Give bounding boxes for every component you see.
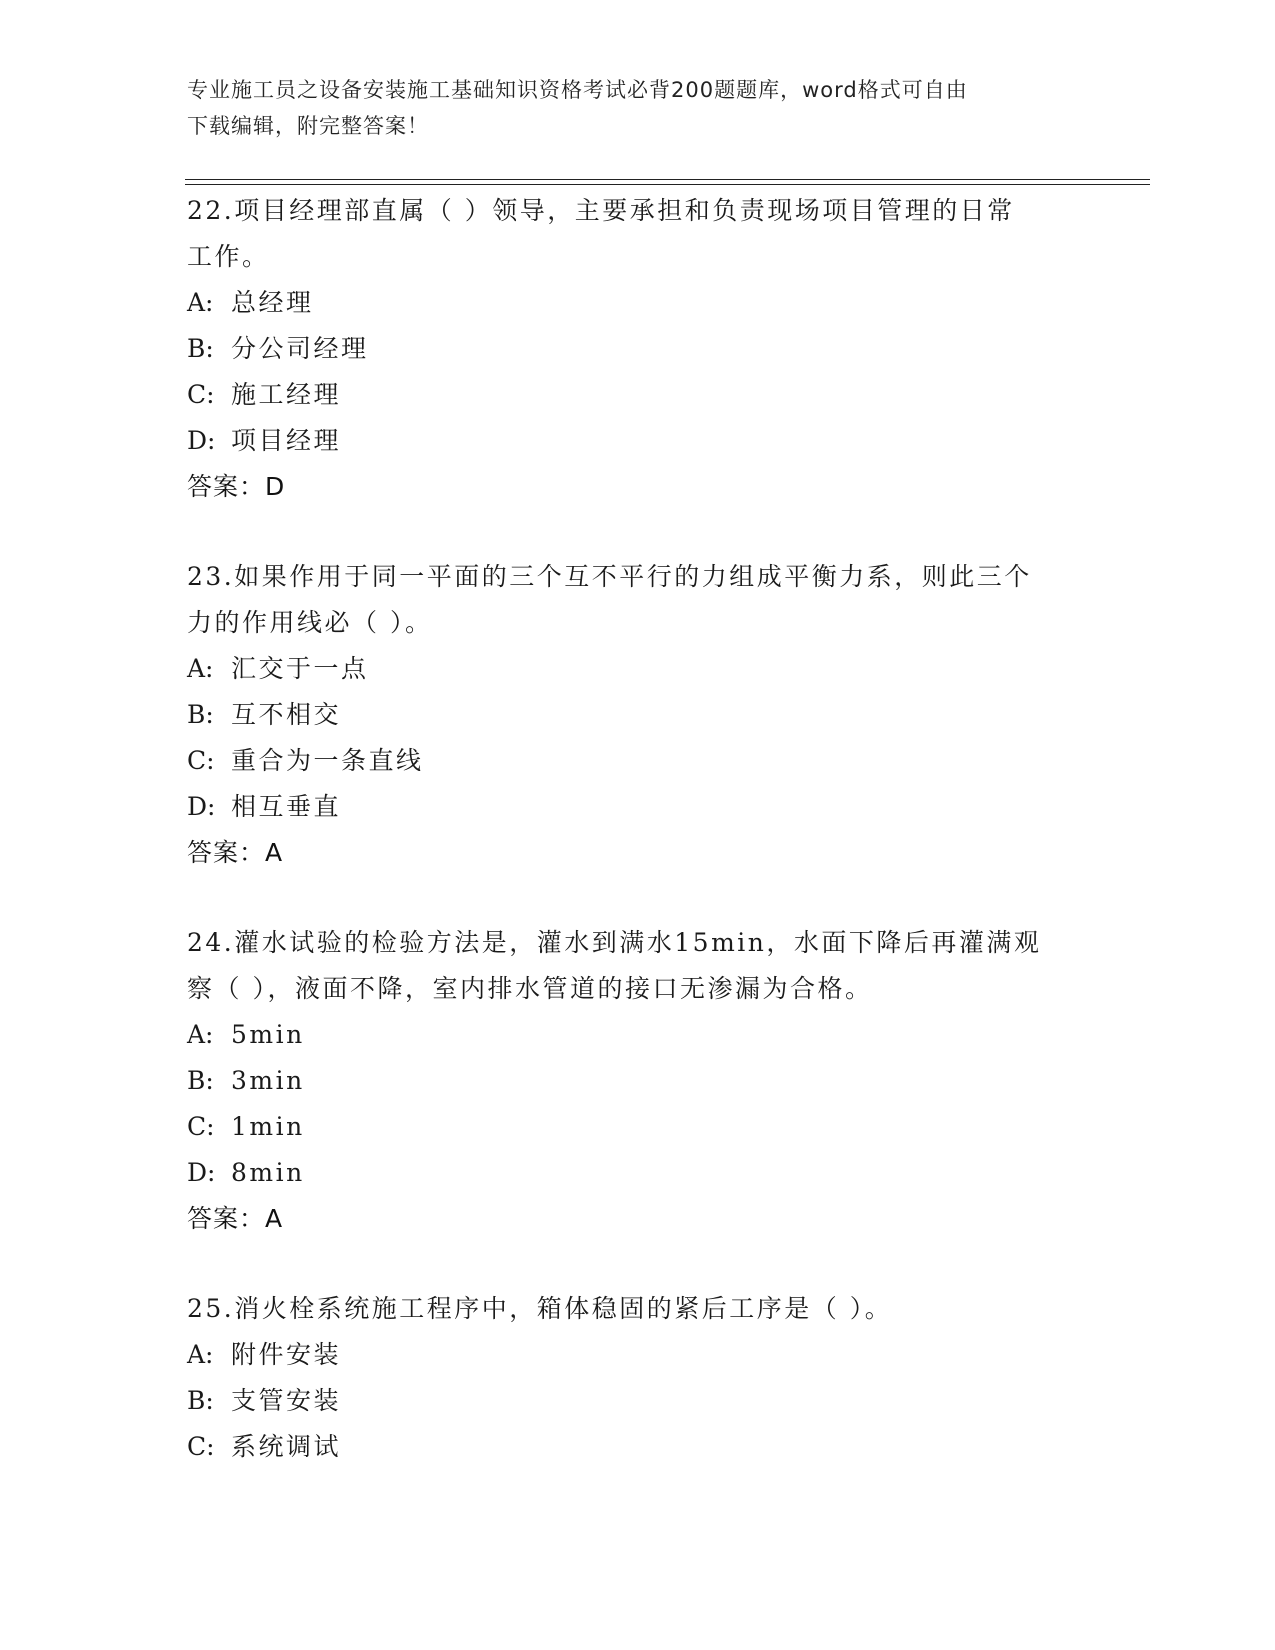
answer-line: 答案：A (187, 838, 284, 867)
option-text: 总经理 (231, 288, 314, 317)
option-text: 互不相交 (231, 700, 342, 729)
question-25 (187, 1286, 1087, 1470)
header-line-1: 专业施工员之设备安装施工基础知识资格考试必背200题题库，word格式可自由 (187, 78, 968, 102)
option-text: 8min (231, 1158, 305, 1187)
option-label: C: (187, 1112, 215, 1141)
option-a (187, 1332, 1087, 1378)
option-label: A: (187, 1020, 214, 1049)
option-d (187, 418, 1087, 464)
question-stem-line: 24.灌水试验的检验方法是，灌水到满水15min，水面下降后再灌满观 (187, 928, 1042, 957)
option-text: 项目经理 (231, 426, 342, 455)
option-text: 支管安装 (231, 1386, 342, 1415)
option-b (187, 326, 1087, 372)
header-line-2: 下载编辑，附完整答案！ (187, 114, 429, 138)
answer-line: 答案：D (187, 472, 286, 501)
option-label: D: (187, 426, 216, 455)
option-text: 附件安装 (231, 1340, 342, 1369)
option-label: B: (187, 1386, 214, 1415)
option-text: 施工经理 (231, 380, 342, 409)
option-d (187, 1150, 1087, 1196)
question-22 (187, 188, 1087, 510)
option-label: A: (187, 288, 214, 317)
option-label: B: (187, 334, 214, 363)
option-label: D: (187, 792, 216, 821)
option-label: D: (187, 1158, 216, 1187)
question-23 (187, 554, 1087, 876)
question-stem-line: 察（ ），液面不降，室内排水管道的接口无渗漏为合格。 (187, 974, 873, 1003)
question-stem-line: 工作。 (187, 242, 270, 271)
option-label: C: (187, 380, 215, 409)
header-divider-bottom (185, 184, 1150, 185)
option-b (187, 692, 1087, 738)
question-list (187, 188, 1087, 1470)
option-a (187, 1012, 1087, 1058)
option-b (187, 1378, 1087, 1424)
option-text: 系统调试 (231, 1432, 342, 1461)
question-stem-line: 22.项目经理部直属（ ）领导，主要承担和负责现场项目管理的日常 (187, 196, 1015, 225)
option-label: C: (187, 1432, 215, 1461)
option-a (187, 646, 1087, 692)
question-stem-line: 25.消火栓系统施工程序中，箱体稳固的紧后工序是（ ）。 (187, 1294, 893, 1323)
option-label: B: (187, 700, 214, 729)
option-c (187, 738, 1087, 784)
header-divider-top (185, 179, 1150, 180)
option-text: 5min (231, 1020, 305, 1049)
option-a (187, 280, 1087, 326)
option-text: 汇交于一点 (231, 654, 369, 683)
answer-line: 答案：A (187, 1204, 284, 1233)
option-label: B: (187, 1066, 214, 1095)
option-text: 重合为一条直线 (231, 746, 424, 775)
option-b (187, 1058, 1087, 1104)
option-text: 3min (231, 1066, 305, 1095)
option-d (187, 784, 1087, 830)
question-stem-line: 23.如果作用于同一平面的三个互不平行的力组成平衡力系，则此三个 (187, 562, 1032, 591)
option-label: A: (187, 1340, 214, 1369)
option-c (187, 372, 1087, 418)
option-label: A: (187, 654, 214, 683)
question-24 (187, 920, 1087, 1242)
option-c (187, 1104, 1087, 1150)
option-label: C: (187, 746, 215, 775)
question-stem-line: 力的作用线必（ ）。 (187, 608, 433, 637)
option-c (187, 1424, 1087, 1470)
document-header (187, 72, 1087, 144)
option-text: 1min (231, 1112, 305, 1141)
option-text: 分公司经理 (231, 334, 369, 363)
option-text: 相互垂直 (231, 792, 342, 821)
